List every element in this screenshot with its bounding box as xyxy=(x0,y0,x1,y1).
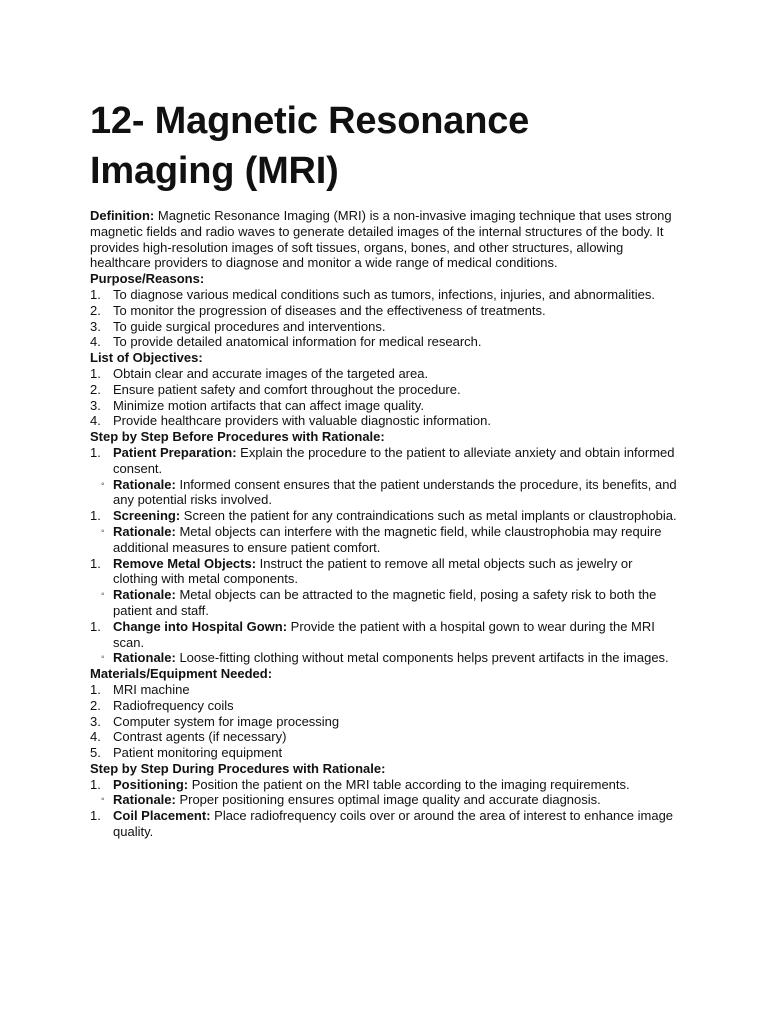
list-item xyxy=(90,698,680,714)
list-item xyxy=(90,287,680,303)
step-item xyxy=(90,556,680,588)
list-item xyxy=(90,413,680,429)
step-label: Positioning: xyxy=(113,776,189,792)
list-item-text: To guide surgical procedures and interventions. xyxy=(113,318,386,334)
list-number: 1. xyxy=(90,508,101,524)
page-title: 12- Magnetic Resonance Imaging (MRI) xyxy=(90,100,530,192)
list-item xyxy=(90,745,680,761)
list-item-text: Radiofrequency coils xyxy=(113,697,234,713)
list-number: 3. xyxy=(90,318,101,334)
definition-paragraph xyxy=(90,208,680,271)
list-item-text: To diagnose various medical conditions such as tumors, infections, injuries, and abnormalities. xyxy=(113,286,655,302)
step-label: Change into Hospital Gown: xyxy=(113,618,288,634)
during-procedures-heading: Step by Step During Procedures with Rationale: xyxy=(90,760,386,776)
objectives-heading: List of Objectives: xyxy=(90,350,203,366)
list-item-text: MRI machine xyxy=(113,681,190,697)
rationale-text: Proper positioning ensures optimal image quality and accurate diagnosis. xyxy=(175,792,601,808)
rationale-label: Rationale: xyxy=(113,476,176,492)
list-item xyxy=(90,398,680,414)
step-label: Remove Metal Objects: xyxy=(113,555,257,571)
list-item xyxy=(90,729,680,745)
materials-heading: Materials/Equipment Needed: xyxy=(90,666,273,682)
rationale-text: Metal objects can be attracted to the magnetic field, posing a safety risk to both the patient and staff. xyxy=(113,587,657,618)
list-item xyxy=(90,382,680,398)
list-item-text: Ensure patient safety and comfort throughout the procedure. xyxy=(113,381,461,397)
step-text: Instruct the patient to remove all metal objects such as jewelry or clothing with metal components. xyxy=(113,555,633,587)
document-page xyxy=(90,96,680,840)
step-text: Provide the patient with a hospital gown to wear during the MRI scan. xyxy=(113,618,655,650)
rationale-item xyxy=(90,650,680,666)
list-item xyxy=(90,334,680,350)
document-body xyxy=(90,208,680,840)
list-item-text: Provide healthcare providers with valuable diagnostic information. xyxy=(113,413,491,429)
list-number: 1. xyxy=(90,776,101,792)
rationale-label: Rationale: xyxy=(113,587,176,603)
objectives-list xyxy=(90,366,680,429)
rationale-label: Rationale: xyxy=(113,792,176,808)
step-label: Screening: xyxy=(113,508,181,524)
circle-bullet-icon: ◦ xyxy=(101,652,105,664)
step-label: Coil Placement: xyxy=(113,808,211,824)
list-item-text: Obtain clear and accurate images of the targeted area. xyxy=(113,365,429,381)
list-item xyxy=(90,366,680,382)
rationale-text: Loose-fitting clothing without metal components helps prevent artifacts in the images. xyxy=(175,650,669,666)
definition-text: Magnetic Resonance Imaging (MRI) is a non-invasive imaging technique that uses strong magnetic fields and radio waves to generate detailed images of the internal structures of the body. It provides high-resolution images of soft tissues, organs, bones, and other structures, allowing healthcare providers to diagnose and monitor a wide range of medical conditions. xyxy=(90,208,672,271)
list-number: 1. xyxy=(90,681,101,697)
rationale-item xyxy=(90,587,680,619)
list-item-text: Computer system for image processing xyxy=(113,713,340,729)
circle-bullet-icon: ◦ xyxy=(101,589,105,601)
list-number: 1. xyxy=(90,444,101,460)
list-number: 4. xyxy=(90,413,101,429)
rationale-text: Metal objects can interfere with the magnetic field, while claustrophobia may require additional measures to ensure patient comfort. xyxy=(113,523,662,555)
step-item xyxy=(90,445,680,477)
list-item xyxy=(90,303,680,319)
list-item xyxy=(90,682,680,698)
list-number: 4. xyxy=(90,729,101,745)
list-item-text: Patient monitoring equipment xyxy=(113,745,283,761)
list-number: 1. xyxy=(90,286,101,302)
definition-label: Definition: xyxy=(90,208,155,223)
rationale-item xyxy=(90,792,680,808)
list-item-text: Contrast agents (if necessary) xyxy=(113,729,287,745)
list-number: 2. xyxy=(90,302,101,318)
list-number: 1. xyxy=(90,555,101,571)
circle-bullet-icon: ◦ xyxy=(101,794,105,806)
step-text: Place radiofrequency coils over or around the area of interest to enhance image quality. xyxy=(113,808,674,840)
step-item xyxy=(90,619,680,651)
step-text: Screen the patient for any contraindications such as metal implants or claustrophobia. xyxy=(180,508,677,524)
rationale-item xyxy=(90,524,680,556)
list-number: 5. xyxy=(90,745,101,761)
list-number: 3. xyxy=(90,397,101,413)
step-text: Explain the procedure to the patient to alleviate anxiety and obtain informed consent. xyxy=(113,444,675,476)
list-number: 2. xyxy=(90,381,101,397)
rationale-text: Informed consent ensures that the patient understands the procedure, its benefits, and any potential risks involved. xyxy=(113,476,677,508)
step-item xyxy=(90,777,680,793)
list-number: 3. xyxy=(90,713,101,729)
list-item-text: To provide detailed anatomical information for medical research. xyxy=(113,334,482,350)
materials-list xyxy=(90,682,680,761)
step-text: Position the patient on the MRI table according to the imaging requirements. xyxy=(188,776,630,792)
rationale-label: Rationale: xyxy=(113,523,176,539)
circle-bullet-icon: ◦ xyxy=(101,478,105,490)
list-number: 1. xyxy=(90,808,101,824)
step-label: Patient Preparation: xyxy=(113,444,237,460)
before-procedures-heading: Step by Step Before Procedures with Rationale: xyxy=(90,429,385,445)
rationale-label: Rationale: xyxy=(113,650,176,666)
during-procedures-list xyxy=(90,777,680,840)
purpose-heading: Purpose/Reasons: xyxy=(90,271,205,287)
circle-bullet-icon: ◦ xyxy=(101,525,105,537)
before-procedures-list xyxy=(90,445,680,666)
list-item-text: Minimize motion artifacts that can affect image quality. xyxy=(113,397,424,413)
list-number: 2. xyxy=(90,697,101,713)
step-item xyxy=(90,508,680,524)
list-item xyxy=(90,319,680,335)
list-number: 1. xyxy=(90,618,101,634)
rationale-item xyxy=(90,477,680,509)
list-number: 4. xyxy=(90,334,101,350)
list-number: 1. xyxy=(90,365,101,381)
list-item xyxy=(90,714,680,730)
purpose-list xyxy=(90,287,680,350)
list-item-text: To monitor the progression of diseases and the effectiveness of treatments. xyxy=(113,302,546,318)
step-item xyxy=(90,808,680,840)
